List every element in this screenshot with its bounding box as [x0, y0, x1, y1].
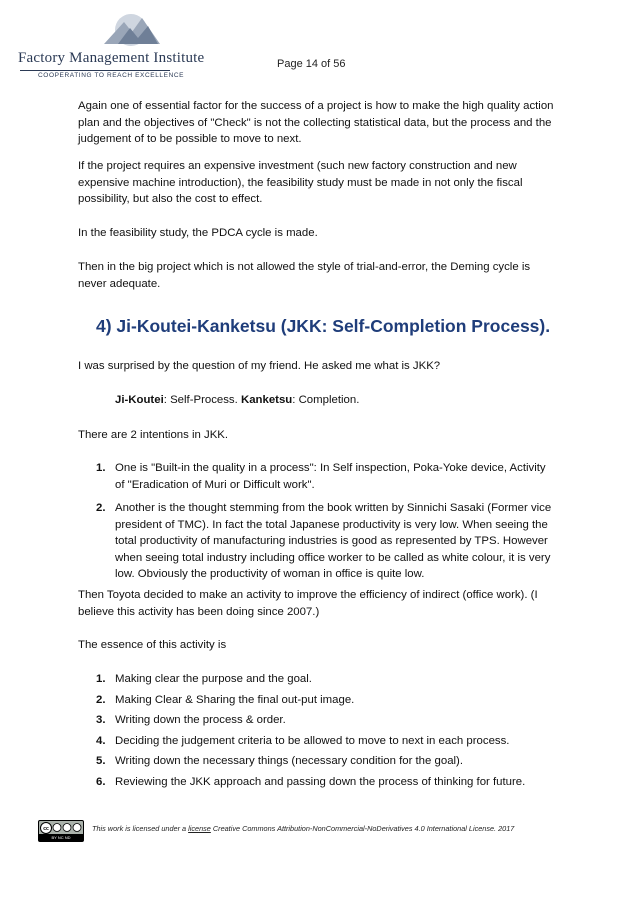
license-prefix: This work is licensed under a	[92, 824, 189, 833]
list-text: Another is the thought stemming from the book written by Sinnichi Sasaki (Former vice president of TMC). In fact the total Japanese productivity is very low. When seeing the total productivity of manufacturing industries is good as represented by TPS. However when seeing total industry including office worker to be called as white colour, it is very low. Obviously the productivity of woman in office is quite low.	[115, 502, 552, 580]
list-item	[78, 500, 558, 583]
paragraph: Then Toyota decided to make an activity to improve the efficiency of indirect (office work). (I believe this activity has been doing since 2007.)	[78, 589, 538, 618]
definition-term: Ji-Koutei	[115, 394, 164, 406]
list-number: 2.	[96, 502, 106, 514]
list-item	[78, 460, 558, 493]
list-number: 6.	[96, 775, 106, 788]
list-number: 1.	[96, 673, 106, 685]
list-item	[78, 753, 558, 770]
list-item	[78, 712, 558, 729]
page-number: Page 14 of 56	[277, 58, 346, 70]
section-heading: 4) Ji-Koutei-Kanketsu (JKK: Self-Completion Process).	[96, 316, 551, 336]
paragraph: Again one of essential factor for the success of a project is how to make the high quality action plan and the objectives of "Check" is not the collecting statistical data, but the process and the judgement of to be possible to move to next.	[78, 100, 554, 145]
paragraph: Then in the big project which is not allowed the style of trial-and-error, the Deming cycle is never adequate.	[78, 261, 531, 290]
logo-divider	[20, 70, 170, 71]
paragraph: The essence of this activity is	[78, 639, 227, 651]
paragraph: I was surprised by the question of my friend. He asked me what is JKK?	[78, 360, 441, 372]
definition-line	[115, 392, 595, 409]
page-footer	[38, 820, 598, 850]
list-item	[78, 774, 558, 791]
definition-text: : Completion.	[292, 394, 360, 406]
license-suffix: Creative Commons Attribution-NonCommercial-NoDerivatives 4.0 International License. 2017	[210, 824, 515, 833]
intentions-list	[78, 460, 558, 583]
list-number: 1.	[96, 462, 106, 474]
list-text: Writing down the process & order.	[115, 714, 286, 726]
list-number: 4.	[96, 734, 106, 747]
license-notice	[92, 824, 514, 833]
list-text: Writing down the necessary things (necessary condition for the goal).	[115, 755, 464, 767]
paragraph: If the project requires an expensive investment (such new factory construction and new expensive machine introduction), the feasibility study must be made in not only the fiscal possibility, but also the cost to effect.	[78, 160, 523, 205]
paragraph: There are 2 intentions in JKK.	[78, 429, 229, 441]
cc-badge-caption: BY NC ND	[39, 834, 83, 841]
list-text: Making Clear & Sharing the final out-put image.	[115, 693, 355, 706]
list-text: Deciding the judgement criteria to be allowed to move to next in each process.	[115, 734, 510, 747]
list-item	[78, 733, 558, 750]
list-item	[78, 692, 558, 709]
list-text: Making clear the purpose and the goal.	[115, 673, 312, 685]
org-name: Factory Management Institute	[18, 50, 205, 66]
definition-text: : Self-Process.	[163, 394, 241, 406]
creative-commons-badge[interactable]	[38, 820, 84, 842]
org-tagline: COOPERATING TO REACH EXCELLENCE	[38, 72, 185, 79]
definition-term: Kanketsu	[240, 394, 293, 406]
cc-license-icon	[39, 821, 83, 834]
list-number: 3.	[96, 714, 106, 726]
svg-text:cc: cc	[43, 826, 49, 832]
list-text: One is "Built-in the quality in a process": In Self inspection, Poka-Yoke device, Activity of "Eradication of Muri or Difficult work".	[115, 462, 546, 491]
license-link[interactable]: license	[188, 824, 211, 833]
list-text: Reviewing the JKK approach and passing down the process of thinking for future.	[115, 775, 526, 788]
paragraph: In the feasibility study, the PDCA cycle is made.	[78, 227, 318, 239]
list-number: 5.	[96, 755, 106, 767]
gear-mountain-icon	[96, 8, 166, 48]
essence-list	[78, 671, 558, 790]
list-item	[78, 671, 558, 688]
list-number: 2.	[96, 693, 106, 706]
org-logo	[18, 8, 208, 78]
